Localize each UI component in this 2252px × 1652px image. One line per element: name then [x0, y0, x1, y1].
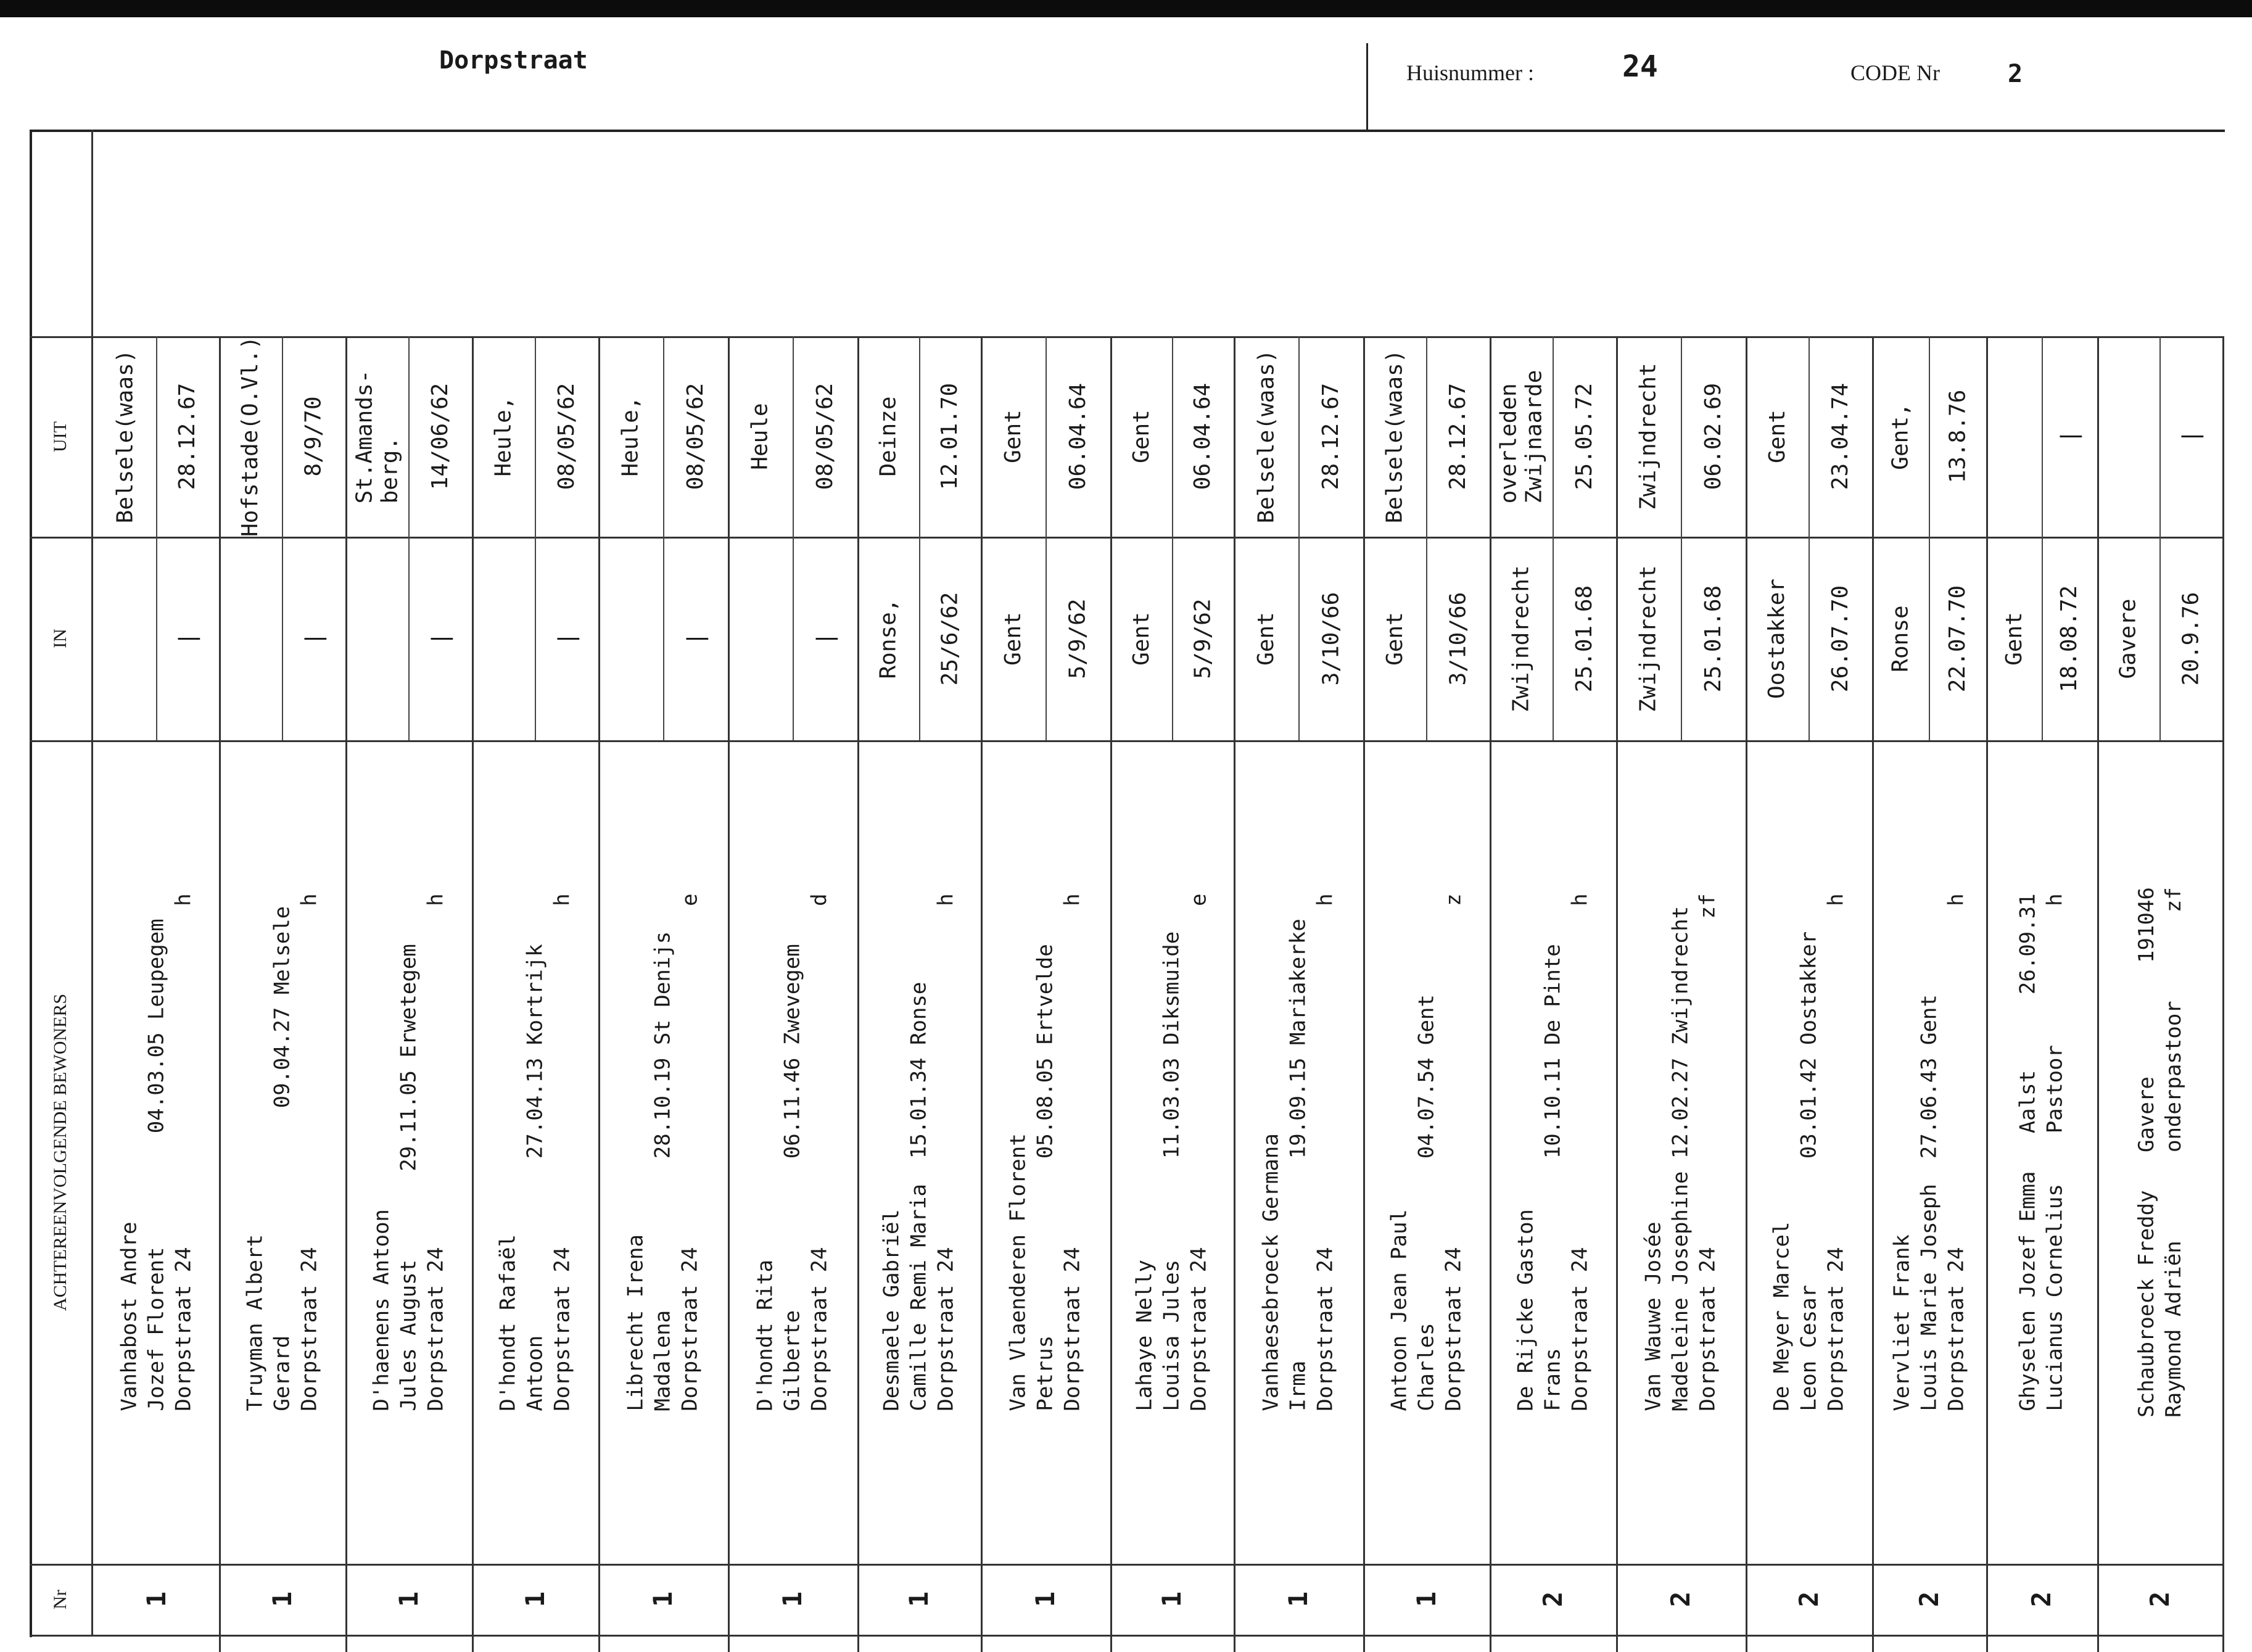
uit-date-cell — [663, 336, 728, 537]
resident-entry-cell — [1110, 740, 1234, 1564]
row-nr-cell — [1746, 1564, 1872, 1635]
uit-place-cell — [1616, 336, 1681, 537]
row-nr: 1 — [519, 1591, 550, 1608]
bewoners-header-cell — [30, 740, 91, 1564]
code-value: 2 — [2008, 60, 2023, 88]
bottom-tick — [1872, 1635, 1874, 1652]
grid-line — [30, 1635, 2222, 1637]
resident-entry-cell — [1872, 740, 1986, 1564]
row-nr: 1 — [1283, 1591, 1314, 1608]
uit-date-cell — [919, 336, 981, 537]
in-place: Gent — [2001, 611, 2027, 666]
uit-date: 06.02.69 — [1701, 382, 1726, 490]
in-place-cell — [981, 537, 1046, 740]
uit-place: Heule, — [490, 396, 516, 477]
nr-header: Nr — [50, 1589, 70, 1609]
uit-place-cell — [345, 336, 408, 537]
uit-place: Deinze — [875, 396, 901, 477]
in-date: 25/6/62 — [937, 592, 963, 685]
uit-place-cell — [94, 336, 156, 537]
in-date-cell — [1929, 537, 1986, 740]
uit-place-cell — [981, 336, 1046, 537]
uit-date: 28.12.67 — [175, 382, 200, 490]
uit-place-cell — [1986, 336, 2042, 537]
uit-date: 13.8.76 — [1945, 389, 1970, 484]
in-header-cell — [30, 537, 91, 740]
in-place-cell — [1616, 537, 1681, 740]
row-nr: 1 — [393, 1591, 424, 1608]
row-nr-cell — [1490, 1564, 1616, 1635]
uit-date: 06.04.64 — [1065, 382, 1091, 490]
in-date-cell — [663, 537, 728, 740]
uit-date: | — [2178, 429, 2204, 444]
in-date: | — [175, 632, 200, 645]
uit-date: 28.12.67 — [1445, 382, 1471, 490]
in-date-cell — [1553, 537, 1616, 740]
resident-entry-cell — [472, 740, 598, 1564]
in-place-cell — [598, 537, 663, 740]
huisnummer-value: 24 — [1622, 49, 1658, 84]
bottom-tick — [1746, 1635, 1747, 1652]
uit-date-cell — [408, 336, 472, 537]
row-nr-cell — [345, 1564, 472, 1635]
row-nr-cell — [1986, 1564, 2097, 1635]
in-date-cell — [2042, 537, 2097, 740]
in-place: Gent — [1128, 611, 1154, 666]
resident-entry-cell — [1616, 740, 1746, 1564]
in-date-cell — [1681, 537, 1746, 740]
resident-entry: Lahaye Nelly Louisa Jules 11.03.03 Diksmuide Dorpstraat 24 e — [1132, 893, 1212, 1411]
uit-date-cell — [2042, 336, 2097, 537]
in-date: | — [683, 632, 708, 645]
row-nr-cell — [1363, 1564, 1490, 1635]
in-date-cell — [793, 537, 857, 740]
in-date: 5/9/62 — [1190, 598, 1216, 679]
uit-date: 14/06/62 — [427, 382, 453, 490]
row-nr: 1 — [904, 1591, 934, 1608]
resident-entry: De Rijcke Gaston Frans 10.10.11 De Pinte Dorpstraat 24 h — [1513, 893, 1593, 1411]
uit-place-cell — [219, 336, 282, 537]
in-date: 26.07.70 — [1828, 585, 1854, 692]
row-nr: 2 — [2144, 1591, 2175, 1608]
bottom-tick — [472, 1635, 474, 1652]
bottom-tick — [1490, 1635, 1491, 1652]
code-label: CODE Nr — [1850, 60, 1940, 85]
resident-entry: Truyman Albert Gerard 09.04.27 Melsele Dorpstraat 24 h — [242, 893, 322, 1411]
bottom-tick — [857, 1635, 859, 1652]
header-divider — [1366, 43, 1368, 130]
in-date-cell — [156, 537, 219, 740]
uit-place: Gent, — [1887, 403, 1913, 470]
uit-date: 12.01.70 — [937, 382, 963, 490]
row-nr-cell — [857, 1564, 981, 1635]
row-nr-cell — [1110, 1564, 1234, 1635]
row-nr: 1 — [1157, 1591, 1187, 1608]
in-place: Gavere — [2116, 598, 2142, 679]
resident-entry-cell — [1490, 740, 1616, 1564]
uit-place: Gent — [1764, 410, 1790, 463]
bottom-tick — [2097, 1635, 2099, 1652]
row-nr-cell — [94, 1564, 219, 1635]
uit-date-cell — [1553, 336, 1616, 537]
resident-entry-cell — [1363, 740, 1490, 1564]
grid-line — [2222, 336, 2224, 1635]
in-place: Gent — [1000, 611, 1026, 666]
uit-date-cell — [1046, 336, 1110, 537]
in-date-cell — [1172, 537, 1234, 740]
resident-entry: Schaubroeck Freddy Gavere 191046 Raymond Adriën onderpastoor zf — [2134, 886, 2186, 1418]
bottom-tick — [345, 1635, 347, 1652]
in-place-cell — [857, 537, 919, 740]
in-date: | — [427, 632, 453, 645]
in-date-cell — [282, 537, 345, 740]
resident-entry-cell — [219, 740, 345, 1564]
in-date-cell — [1426, 537, 1490, 740]
in-date: 18.08.72 — [2056, 585, 2082, 692]
resident-entry: D'hondt Rita Gilberte 06.11.46 Zwevegem Dorpstraat 24 d — [753, 893, 833, 1411]
nr-header-cell — [30, 1564, 91, 1635]
in-place-cell — [1872, 537, 1929, 740]
row-nr: 2 — [2026, 1591, 2057, 1608]
uit-date-cell — [1426, 336, 1490, 537]
bottom-tick — [1363, 1635, 1365, 1652]
in-place-cell — [1490, 537, 1553, 740]
uit-header: UIT — [49, 421, 70, 452]
bottom-tick — [598, 1635, 600, 1652]
row-nr-cell — [2097, 1564, 2222, 1635]
in-place: Gent — [1382, 611, 1408, 666]
uit-place-cell — [1363, 336, 1426, 537]
uit-date-cell — [2159, 336, 2222, 537]
resident-entry: D'haenens Antoon Jules August 29.11.05 Erwetegem Dorpstraat 24 h — [369, 893, 448, 1411]
resident-entry: Librecht Irena Madalena 28.10.19 St Denijs Dorpstraat 24 e — [624, 893, 703, 1411]
huisnummer-label: Huisnummer : — [1406, 60, 1534, 85]
in-date: 3/10/66 — [1318, 592, 1343, 685]
in-place-cell — [94, 537, 156, 740]
uit-place-cell — [1872, 336, 1929, 537]
in-date-cell — [1298, 537, 1363, 740]
in-place: Gent — [1253, 611, 1279, 666]
row-nr: 1 — [141, 1591, 171, 1608]
street-name: Dorpstraat — [439, 46, 588, 75]
row-nr-cell — [728, 1564, 857, 1635]
uit-place-cell — [857, 336, 919, 537]
bottom-tick — [1234, 1635, 1235, 1652]
row-nr-cell — [219, 1564, 345, 1635]
row-nr-cell — [1616, 1564, 1746, 1635]
uit-place: Heule — [748, 403, 773, 470]
resident-entry: Ghyselen Jozef Emma Aalst 26.09.31 Lucianus Cornelius Pastoor h — [2016, 893, 2068, 1411]
in-date-cell — [1046, 537, 1110, 740]
uit-date-cell — [535, 336, 598, 537]
uit-date: 8/9/70 — [301, 396, 327, 477]
in-place-cell — [345, 537, 408, 740]
in-date: 25.01.68 — [1701, 585, 1726, 692]
uit-header-cell — [30, 336, 91, 537]
resident-entry-cell — [1986, 740, 2097, 1564]
bottom-tick — [219, 1635, 221, 1652]
in-date: 20.9.76 — [2178, 592, 2204, 685]
uit-date-cell — [1809, 336, 1872, 537]
uit-date: 08/05/62 — [683, 382, 709, 490]
in-date: 22.07.70 — [1945, 585, 1971, 692]
uit-place: Gent — [1000, 410, 1026, 463]
uit-date-cell — [1929, 336, 1986, 537]
uit-date-cell — [156, 336, 219, 537]
uit-place-cell — [728, 336, 793, 537]
row-nr-cell — [981, 1564, 1110, 1635]
in-place-cell — [728, 537, 793, 740]
resident-entry-cell — [2097, 740, 2222, 1564]
bottom-tick — [1616, 1635, 1618, 1652]
in-date-cell — [919, 537, 981, 740]
in-place-cell — [1986, 537, 2042, 740]
in-header: IN — [50, 629, 70, 648]
row-nr-cell — [1872, 1564, 1986, 1635]
uit-date: 23.04.74 — [1828, 382, 1854, 490]
row-nr: 1 — [648, 1591, 678, 1608]
uit-place-cell — [1746, 336, 1809, 537]
resident-entry: Desmaele Gabriël Camille Remi Maria 15.01.34 Ronse Dorpstraat 24 h — [880, 893, 959, 1411]
uit-date: 06.04.64 — [1190, 382, 1216, 490]
in-place: Ronse, — [875, 598, 901, 679]
uit-date: 28.12.67 — [1318, 382, 1344, 490]
row-nr: 2 — [1913, 1591, 1944, 1608]
resident-entry: Vervliet Frank Louis Marie Joseph 27.06.43 Gent Dorpstraat 24 h — [1889, 893, 1969, 1411]
grid-line — [91, 130, 93, 1635]
in-date: | — [812, 632, 838, 645]
uit-place: overleden Zwijnaarde — [1496, 370, 1546, 503]
bottom-tick — [1110, 1635, 1112, 1652]
bewoners-header: ACHTEREENVOLGENDE BEWONERS — [50, 993, 70, 1311]
in-place: Ronse — [1887, 605, 1913, 672]
in-date: 25.01.68 — [1572, 585, 1598, 692]
row-nr-cell — [1234, 1564, 1363, 1635]
resident-entry-cell — [1746, 740, 1872, 1564]
uit-date-cell — [793, 336, 857, 537]
resident-entry: Vanhabost Andre Jozef Florent 04.03.05 Leupegem Dorpstraat 24 h — [117, 893, 196, 1411]
uit-place: Heule, — [618, 396, 644, 477]
resident-entry-cell — [1234, 740, 1363, 1564]
resident-entry-cell — [857, 740, 981, 1564]
uit-place-cell — [1110, 336, 1172, 537]
in-date: | — [554, 632, 579, 645]
row-nr: 2 — [1793, 1591, 1824, 1608]
in-date: | — [301, 632, 326, 645]
uit-place: Belsele(waas) — [1253, 349, 1279, 524]
uit-date: 08/05/62 — [554, 382, 580, 490]
row-nr: 1 — [1411, 1591, 1442, 1608]
uit-place: Belsele(waas) — [1382, 349, 1408, 524]
resident-entry: Van Vlaenderen Florent Petrus 05.08.05 Ertvelde Dorpstraat 24 h — [1006, 893, 1086, 1411]
uit-date-cell — [1681, 336, 1746, 537]
uit-place: Zwijndrecht — [1636, 363, 1662, 510]
in-place-cell — [1746, 537, 1809, 740]
in-place-cell — [1363, 537, 1426, 740]
row-nr-cell — [598, 1564, 728, 1635]
resident-entry-cell — [598, 740, 728, 1564]
in-date-cell — [408, 537, 472, 740]
in-place-cell — [472, 537, 535, 740]
row-nr: 1 — [777, 1591, 808, 1608]
in-date-cell — [2159, 537, 2222, 740]
uit-place: Gent — [1128, 410, 1154, 463]
in-date: 3/10/66 — [1445, 592, 1470, 685]
row-nr: 1 — [1030, 1591, 1061, 1608]
resident-entry: De Meyer Marcel Leon Cesar 03.01.42 Oostakker Dorpstraat 24 h — [1769, 893, 1849, 1411]
in-place-cell — [219, 537, 282, 740]
row-nr: 1 — [266, 1591, 297, 1608]
uit-date-cell — [1298, 336, 1363, 537]
in-place-cell — [1110, 537, 1172, 740]
uit-date: 08/05/62 — [812, 382, 838, 490]
uit-date: | — [2056, 429, 2082, 444]
in-date-cell — [1809, 537, 1872, 740]
row-nr: 2 — [1537, 1591, 1568, 1608]
row-nr: 2 — [1665, 1591, 1696, 1608]
row-nr-cell — [472, 1564, 598, 1635]
in-date: 5/9/62 — [1065, 598, 1091, 679]
uit-place: Hofstade(O.Vl.) — [237, 336, 263, 537]
in-place: Zwijndrecht — [1508, 564, 1534, 712]
resident-entry-cell — [981, 740, 1110, 1564]
uit-place-cell — [598, 336, 663, 537]
resident-entry-cell — [345, 740, 472, 1564]
resident-entry: Antoon Jean Paul Charles 04.07.54 Gent Dorpstraat 24 z — [1387, 893, 1466, 1411]
bottom-tick — [1986, 1635, 1988, 1652]
bottom-tick — [728, 1635, 730, 1652]
in-place-cell — [1234, 537, 1298, 740]
uit-place-cell — [1234, 336, 1298, 537]
uit-date: 25.05.72 — [1572, 382, 1598, 490]
in-date-cell — [535, 537, 598, 740]
in-place: Oostakker — [1764, 578, 1790, 699]
uit-place-cell — [1490, 336, 1553, 537]
bottom-tick — [981, 1635, 983, 1652]
uit-place-cell — [472, 336, 535, 537]
resident-entry: D'hondt Rafaël Antoon 27.04.13 Kortrijk Dorpstraat 24 h — [495, 893, 575, 1411]
resident-entry-cell — [728, 740, 857, 1564]
uit-place: Belsele(waas) — [112, 349, 138, 524]
bottom-tick — [2222, 1635, 2224, 1652]
uit-place: St.Amands- berg. — [352, 370, 402, 503]
uit-date-cell — [282, 336, 345, 537]
scan-top-edge — [0, 0, 2252, 17]
in-place-cell — [2097, 537, 2159, 740]
resident-entry: Van Wauwe Josée Madeleine Josephine 12.02.27 Zwijndrecht Dorpstraat 24 zf — [1641, 893, 1721, 1411]
resident-entry-cell — [94, 740, 219, 1564]
in-place: Zwijndrecht — [1636, 564, 1662, 712]
uit-place-cell — [2097, 336, 2159, 537]
uit-date-cell — [1172, 336, 1234, 537]
resident-entry: Vanhaesebroeck Germana Irma 19.09.15 Mariakerke Dorpstraat 24 h — [1259, 893, 1338, 1411]
